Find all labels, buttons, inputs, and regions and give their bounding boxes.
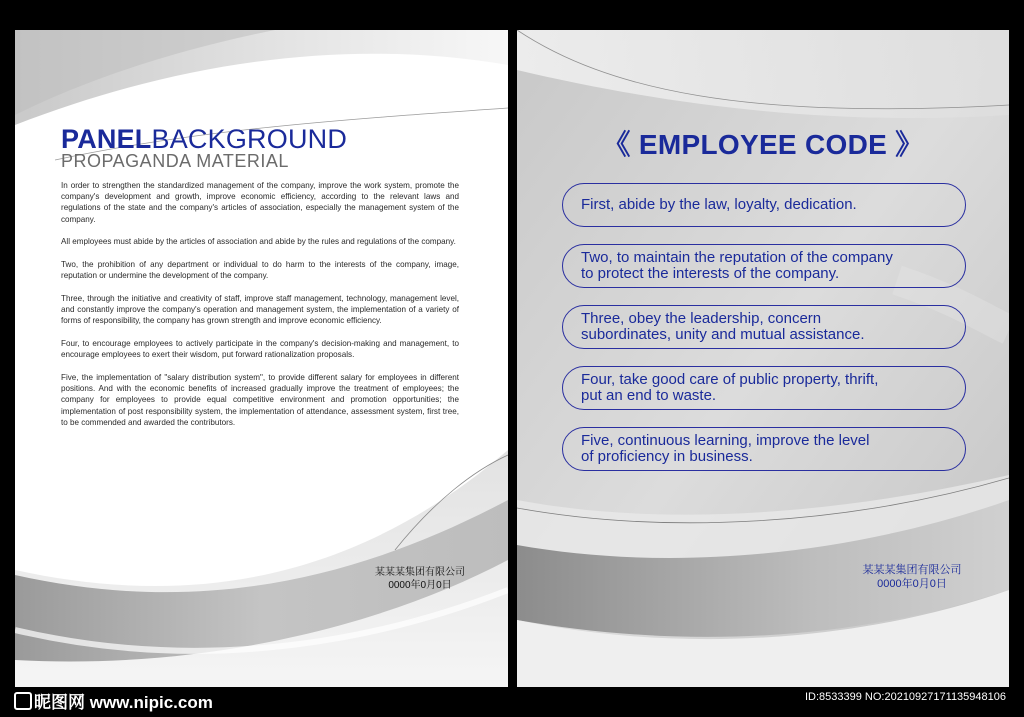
paragraph: Two, the prohibition of any department or individual to do harm to the interests of the company, image, reputation or undermine the development of the company. xyxy=(61,260,459,281)
code-line: Five, continuous learning, improve the level xyxy=(581,432,870,449)
code-item-2 xyxy=(562,244,966,288)
date-text: 0000年0月0日 xyxy=(877,578,947,590)
code-line: subordinates, unity and mutual assistance. xyxy=(581,326,865,343)
left-footer xyxy=(355,566,485,592)
code-item-text xyxy=(581,433,870,465)
panel-title-bold: PANEL xyxy=(61,124,152,154)
code-item-text xyxy=(581,311,865,343)
company-name: 某某某集团有限公司 xyxy=(862,564,962,576)
left-title-block xyxy=(61,125,347,171)
site-watermark xyxy=(14,688,213,713)
code-line: of proficiency in business. xyxy=(581,448,753,465)
image-id-text: ID:8533399 NO:20210927171135948106 xyxy=(804,691,1006,703)
code-item-text xyxy=(581,372,878,404)
code-item-4 xyxy=(562,366,966,410)
nipic-logo-icon xyxy=(14,692,32,710)
panel-subtitle: PROPAGANDA MATERIAL xyxy=(61,151,289,171)
employee-code-list xyxy=(562,183,966,488)
code-item-text xyxy=(581,197,857,213)
body-text xyxy=(61,180,459,439)
paragraph: Three, through the initiative and creativity of staff, improve staff management, technology, management level, and constantly improve the company's operation and management system, the implementation of a variety of forms of responsibility, the company has grown strength and improve economic efficiency. xyxy=(61,293,459,326)
left-panel xyxy=(15,30,508,687)
code-item-5 xyxy=(562,427,966,471)
code-line: put an end to waste. xyxy=(581,387,717,404)
code-item-3 xyxy=(562,305,966,349)
code-line: to protect the interests of the company. xyxy=(581,265,840,282)
panel-title-rest: BACKGROUND xyxy=(151,124,348,154)
company-name: 某某某集团有限公司 xyxy=(375,567,465,578)
paragraph: All employees must abide by the articles of association and abide by the rules and regulations of the company. xyxy=(61,237,456,247)
panel-title xyxy=(61,125,347,153)
paragraph: Five, the implementation of "salary distribution system", to provide different salary for employees in different positions. And with the economic benefits of increased gradually improve the treatment of employees; the company for employees to provide equal competitive environment and promotion opportunities; the implementation of post responsibility system, the implementation of attendance, assessment system, first tree, to be commended and awarded the contributors. xyxy=(61,372,459,427)
code-item-text xyxy=(581,250,893,282)
code-line: Three, obey the leadership, concern xyxy=(581,310,822,327)
code-line: First, abide by the law, loyalty, dedication. xyxy=(581,196,857,213)
employee-code-title: 《 EMPLOYEE CODE 》 xyxy=(602,129,924,160)
paragraph: In order to strengthen the standardized management of the company, improve the work system, promote the company's development and growth, improve economic efficiency, according to the relevant laws and regulations of the state and the company's articles of association, especially the management system of the company. xyxy=(61,181,459,224)
right-footer xyxy=(837,563,987,591)
code-line: Four, take good care of public property, thrift, xyxy=(581,371,879,388)
paragraph: Four, to encourage employees to actively participate in the company's decision-making and management, to encourage employees to exert their wisdom, put forward rationalization proposals. xyxy=(61,339,459,360)
site-watermark-text: 昵图网 www.nipic.com xyxy=(34,693,213,712)
code-line: Two, to maintain the reputation of the company xyxy=(581,249,893,266)
date-text: 0000年0月0日 xyxy=(388,580,452,591)
code-item-1 xyxy=(562,183,966,227)
right-panel xyxy=(517,30,1009,687)
